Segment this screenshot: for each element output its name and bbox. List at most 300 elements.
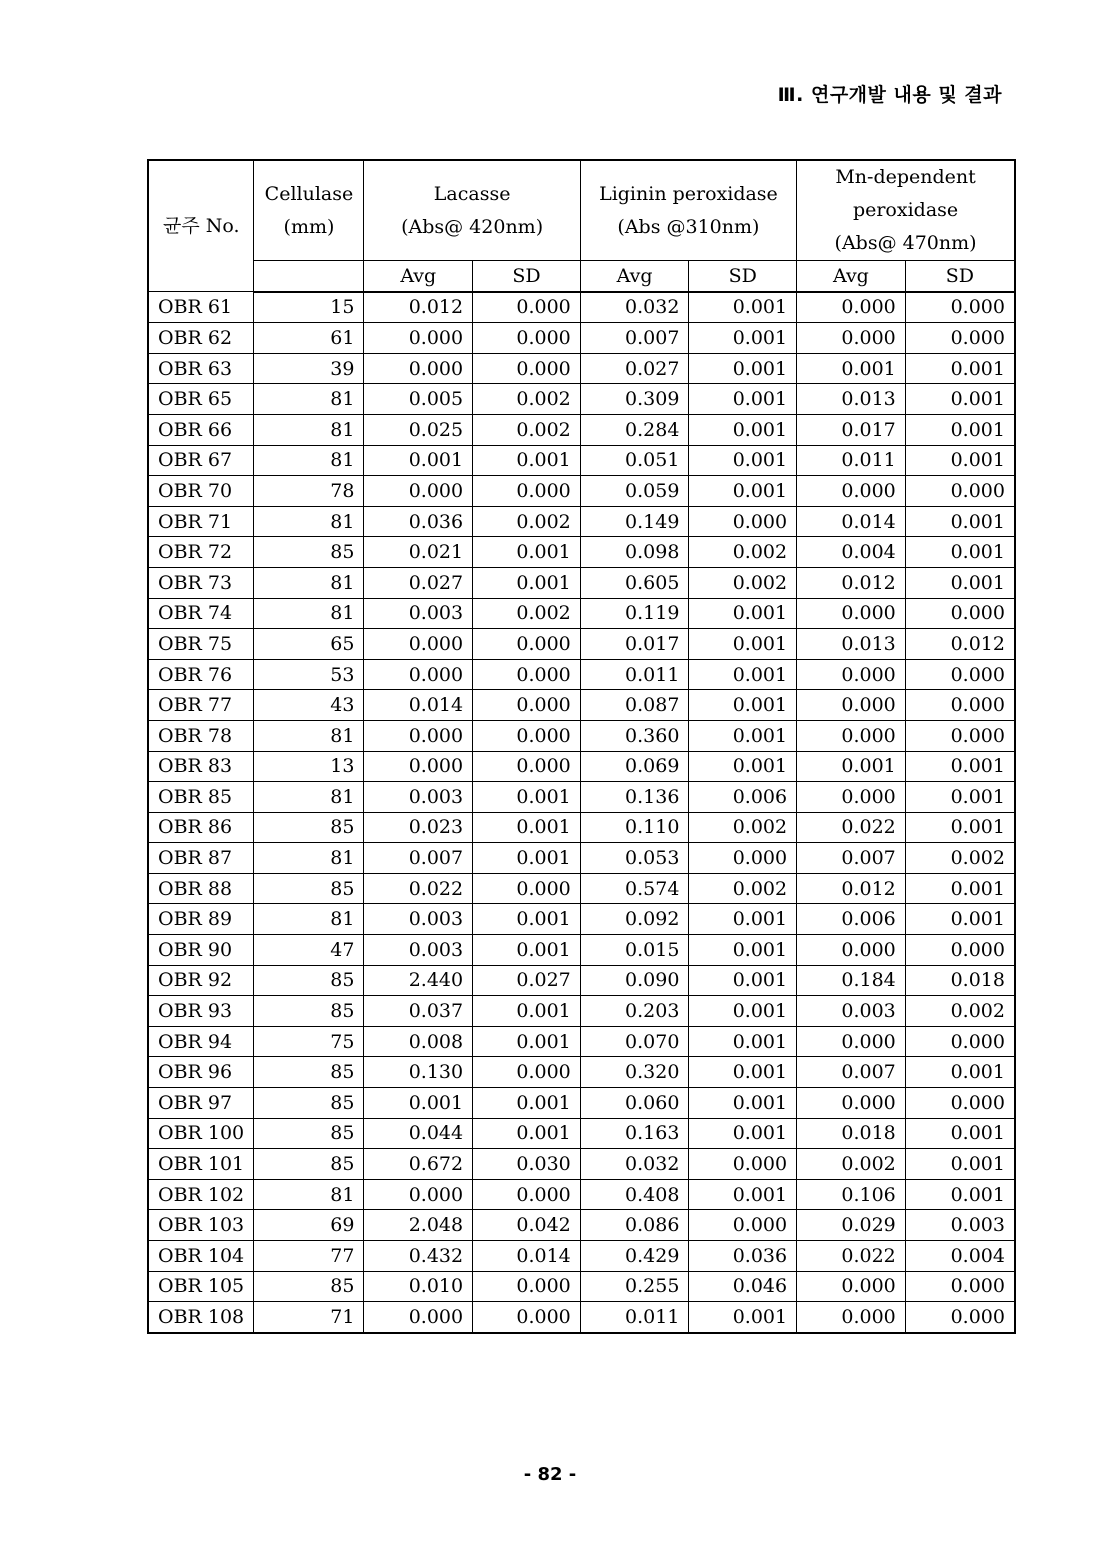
cell-strain: OBR 67 xyxy=(148,445,254,476)
cell-mnp-sd: 0.000 xyxy=(905,1302,1015,1333)
cell-lacasse-avg: 0.003 xyxy=(364,598,473,629)
cell-strain: OBR 92 xyxy=(148,965,254,996)
table-row xyxy=(148,506,1015,537)
cell-lacasse-avg: 0.003 xyxy=(364,782,473,813)
cell-lacasse-sd: 0.000 xyxy=(473,1057,581,1088)
cell-lip-sd: 0.002 xyxy=(689,567,797,598)
cell-lip-avg: 0.284 xyxy=(580,414,689,445)
cell-strain: OBR 75 xyxy=(148,629,254,660)
table-row xyxy=(148,751,1015,782)
cell-mnp-avg: 0.007 xyxy=(797,1057,906,1088)
cell-mnp-avg: 0.000 xyxy=(797,659,906,690)
cell-mnp-avg: 0.000 xyxy=(797,598,906,629)
table-row xyxy=(148,1088,1015,1119)
cell-lacasse-avg: 0.036 xyxy=(364,506,473,537)
cell-lip-sd: 0.001 xyxy=(689,629,797,660)
cell-mnp-sd: 0.001 xyxy=(905,1057,1015,1088)
cell-lacasse-sd: 0.002 xyxy=(473,384,581,415)
cell-mnp-avg: 0.012 xyxy=(797,567,906,598)
cell-lacasse-avg: 0.003 xyxy=(364,904,473,935)
table-row xyxy=(148,659,1015,690)
cell-mnp-sd: 0.000 xyxy=(905,1088,1015,1119)
cell-lacasse-sd: 0.000 xyxy=(473,353,581,384)
cell-lacasse-avg: 0.021 xyxy=(364,537,473,568)
cell-lacasse-sd: 0.000 xyxy=(473,1179,581,1210)
cell-lip-sd: 0.001 xyxy=(689,1057,797,1088)
cell-mnp-avg: 0.013 xyxy=(797,629,906,660)
cell-mnp-sd: 0.001 xyxy=(905,904,1015,935)
cell-cellulase: 81 xyxy=(254,782,364,813)
cell-cellulase: 85 xyxy=(254,1088,364,1119)
cell-lacasse-sd: 0.001 xyxy=(473,1118,581,1149)
cell-lacasse-avg: 0.005 xyxy=(364,384,473,415)
subheader-lacasse-avg: Avg xyxy=(364,261,473,292)
cell-mnp-sd: 0.000 xyxy=(905,292,1015,323)
cell-mnp-avg: 0.184 xyxy=(797,965,906,996)
cell-mnp-avg: 0.007 xyxy=(797,843,906,874)
cell-mnp-sd: 0.000 xyxy=(905,935,1015,966)
table-row xyxy=(148,935,1015,966)
cell-lacasse-avg: 0.000 xyxy=(364,1179,473,1210)
cell-cellulase: 78 xyxy=(254,476,364,507)
cell-lacasse-avg: 0.014 xyxy=(364,690,473,721)
cell-lip-avg: 0.203 xyxy=(580,996,689,1027)
cell-lip-avg: 0.110 xyxy=(580,812,689,843)
table-body xyxy=(148,292,1015,1333)
cell-lip-avg: 0.360 xyxy=(580,720,689,751)
cell-lacasse-sd: 0.000 xyxy=(473,629,581,660)
cell-lip-sd: 0.001 xyxy=(689,384,797,415)
cell-lip-sd: 0.000 xyxy=(689,506,797,537)
header-mn-peroxidase xyxy=(797,160,1015,261)
cell-mnp-avg: 0.001 xyxy=(797,751,906,782)
cell-lacasse-sd: 0.001 xyxy=(473,782,581,813)
enzyme-activity-table xyxy=(147,159,1016,1334)
header-cellulase-unit: (mm) xyxy=(283,215,335,238)
cell-lacasse-sd: 0.000 xyxy=(473,292,581,323)
cell-cellulase: 81 xyxy=(254,720,364,751)
cell-strain: OBR 85 xyxy=(148,782,254,813)
cell-strain: OBR 87 xyxy=(148,843,254,874)
cell-strain: OBR 62 xyxy=(148,323,254,354)
header-lip-line: Liginin peroxidase xyxy=(599,182,778,205)
table-row xyxy=(148,1241,1015,1272)
cell-mnp-sd: 0.001 xyxy=(905,782,1015,813)
cell-lacasse-sd: 0.002 xyxy=(473,598,581,629)
cell-strain: OBR 88 xyxy=(148,873,254,904)
subheader-mnp-avg: Avg xyxy=(797,261,906,292)
cell-lip-sd: 0.000 xyxy=(689,843,797,874)
table-row xyxy=(148,567,1015,598)
cell-lacasse-avg: 0.025 xyxy=(364,414,473,445)
cell-strain: OBR 63 xyxy=(148,353,254,384)
cell-mnp-avg: 0.000 xyxy=(797,1026,906,1057)
table-row xyxy=(148,904,1015,935)
cell-lip-sd: 0.001 xyxy=(689,659,797,690)
cell-mnp-avg: 0.022 xyxy=(797,812,906,843)
cell-lip-sd: 0.002 xyxy=(689,812,797,843)
cell-lacasse-avg: 0.012 xyxy=(364,292,473,323)
cell-strain: OBR 66 xyxy=(148,414,254,445)
table-row xyxy=(148,1302,1015,1333)
cell-mnp-sd: 0.000 xyxy=(905,1271,1015,1302)
header-cellulase-blank xyxy=(254,261,364,292)
cell-cellulase: 69 xyxy=(254,1210,364,1241)
cell-lip-avg: 0.017 xyxy=(580,629,689,660)
cell-strain: OBR 101 xyxy=(148,1149,254,1180)
cell-lip-sd: 0.001 xyxy=(689,996,797,1027)
table-row xyxy=(148,720,1015,751)
cell-strain: OBR 78 xyxy=(148,720,254,751)
cell-lacasse-sd: 0.001 xyxy=(473,843,581,874)
cell-lacasse-sd: 0.001 xyxy=(473,537,581,568)
cell-lip-avg: 0.051 xyxy=(580,445,689,476)
cell-lacasse-sd: 0.000 xyxy=(473,659,581,690)
cell-lip-avg: 0.320 xyxy=(580,1057,689,1088)
subheader-lip-avg: Avg xyxy=(580,261,689,292)
cell-lacasse-avg: 0.130 xyxy=(364,1057,473,1088)
cell-lacasse-sd: 0.000 xyxy=(473,1271,581,1302)
cell-lip-sd: 0.002 xyxy=(689,537,797,568)
table-row xyxy=(148,1118,1015,1149)
cell-lip-sd: 0.046 xyxy=(689,1271,797,1302)
cell-lip-avg: 0.032 xyxy=(580,292,689,323)
table-row xyxy=(148,996,1015,1027)
cell-strain: OBR 72 xyxy=(148,537,254,568)
table-row xyxy=(148,1057,1015,1088)
cell-lacasse-avg: 0.022 xyxy=(364,873,473,904)
cell-mnp-avg: 0.002 xyxy=(797,1149,906,1180)
cell-mnp-sd: 0.012 xyxy=(905,629,1015,660)
cell-cellulase: 13 xyxy=(254,751,364,782)
table-row xyxy=(148,965,1015,996)
cell-cellulase: 85 xyxy=(254,537,364,568)
header-cellulase-line: Cellulase xyxy=(264,182,354,205)
cell-lacasse-avg: 0.003 xyxy=(364,935,473,966)
cell-mnp-sd: 0.002 xyxy=(905,996,1015,1027)
cell-cellulase: 81 xyxy=(254,445,364,476)
cell-lip-sd: 0.001 xyxy=(689,476,797,507)
cell-lip-sd: 0.000 xyxy=(689,1149,797,1180)
cell-lip-sd: 0.001 xyxy=(689,904,797,935)
cell-lip-sd: 0.001 xyxy=(689,690,797,721)
cell-lip-avg: 0.070 xyxy=(580,1026,689,1057)
cell-lip-avg: 0.060 xyxy=(580,1088,689,1119)
table-row xyxy=(148,598,1015,629)
header-lacasse-unit: (Abs@ 420nm) xyxy=(401,215,544,238)
cell-strain: OBR 94 xyxy=(148,1026,254,1057)
cell-lip-avg: 0.007 xyxy=(580,323,689,354)
header-mnp-line-2: peroxidase xyxy=(852,199,959,221)
cell-lip-sd: 0.000 xyxy=(689,1210,797,1241)
cell-lip-avg: 0.255 xyxy=(580,1271,689,1302)
cell-lip-sd: 0.001 xyxy=(689,353,797,384)
cell-mnp-sd: 0.001 xyxy=(905,567,1015,598)
table-row xyxy=(148,629,1015,660)
cell-strain: OBR 90 xyxy=(148,935,254,966)
cell-mnp-sd: 0.001 xyxy=(905,1149,1015,1180)
cell-mnp-avg: 0.000 xyxy=(797,720,906,751)
table-row xyxy=(148,353,1015,384)
cell-lacasse-sd: 0.014 xyxy=(473,1241,581,1272)
cell-mnp-avg: 0.012 xyxy=(797,873,906,904)
subheader-mnp-sd: SD xyxy=(905,261,1015,292)
cell-strain: OBR 74 xyxy=(148,598,254,629)
cell-cellulase: 85 xyxy=(254,1149,364,1180)
table-row xyxy=(148,1271,1015,1302)
cell-lacasse-avg: 0.000 xyxy=(364,476,473,507)
cell-lip-avg: 0.605 xyxy=(580,567,689,598)
cell-mnp-sd: 0.001 xyxy=(905,384,1015,415)
cell-lacasse-sd: 0.001 xyxy=(473,904,581,935)
cell-mnp-avg: 0.003 xyxy=(797,996,906,1027)
cell-lacasse-sd: 0.000 xyxy=(473,720,581,751)
cell-strain: OBR 86 xyxy=(148,812,254,843)
cell-lacasse-avg: 0.037 xyxy=(364,996,473,1027)
cell-lacasse-avg: 0.000 xyxy=(364,629,473,660)
header-mnp-unit: (Abs@ 470nm) xyxy=(834,232,977,254)
cell-lip-sd: 0.001 xyxy=(689,1026,797,1057)
cell-mnp-sd: 0.001 xyxy=(905,353,1015,384)
cell-lip-avg: 0.574 xyxy=(580,873,689,904)
cell-strain: OBR 104 xyxy=(148,1241,254,1272)
cell-lip-sd: 0.001 xyxy=(689,965,797,996)
table-row xyxy=(148,843,1015,874)
cell-mnp-avg: 0.106 xyxy=(797,1179,906,1210)
cell-mnp-sd: 0.001 xyxy=(905,537,1015,568)
cell-lip-avg: 0.149 xyxy=(580,506,689,537)
cell-mnp-sd: 0.001 xyxy=(905,1179,1015,1210)
table-row xyxy=(148,323,1015,354)
cell-lip-sd: 0.001 xyxy=(689,1179,797,1210)
cell-mnp-sd: 0.000 xyxy=(905,720,1015,751)
cell-lacasse-sd: 0.001 xyxy=(473,445,581,476)
cell-cellulase: 81 xyxy=(254,904,364,935)
cell-cellulase: 71 xyxy=(254,1302,364,1333)
cell-cellulase: 81 xyxy=(254,843,364,874)
cell-lip-avg: 0.011 xyxy=(580,1302,689,1333)
header-cellulase xyxy=(254,160,364,261)
cell-cellulase: 81 xyxy=(254,506,364,537)
section-title: Ⅲ. 연구개발 내용 및 결과 xyxy=(777,84,1002,106)
cell-mnp-sd: 0.001 xyxy=(905,445,1015,476)
cell-lacasse-sd: 0.000 xyxy=(473,873,581,904)
cell-lip-sd: 0.001 xyxy=(689,935,797,966)
cell-lacasse-avg: 0.001 xyxy=(364,1088,473,1119)
table-row xyxy=(148,1026,1015,1057)
cell-lip-avg: 0.086 xyxy=(580,1210,689,1241)
cell-strain: OBR 83 xyxy=(148,751,254,782)
cell-mnp-avg: 0.018 xyxy=(797,1118,906,1149)
cell-mnp-avg: 0.000 xyxy=(797,935,906,966)
cell-lacasse-avg: 0.672 xyxy=(364,1149,473,1180)
cell-mnp-avg: 0.000 xyxy=(797,690,906,721)
cell-lacasse-sd: 0.042 xyxy=(473,1210,581,1241)
cell-mnp-avg: 0.000 xyxy=(797,1302,906,1333)
cell-lacasse-avg: 0.000 xyxy=(364,1302,473,1333)
cell-lip-sd: 0.001 xyxy=(689,323,797,354)
cell-cellulase: 81 xyxy=(254,414,364,445)
table-row xyxy=(148,812,1015,843)
table-row xyxy=(148,414,1015,445)
cell-lip-avg: 0.059 xyxy=(580,476,689,507)
cell-cellulase: 81 xyxy=(254,567,364,598)
cell-cellulase: 81 xyxy=(254,1179,364,1210)
cell-cellulase: 47 xyxy=(254,935,364,966)
subheader-lip-sd: SD xyxy=(689,261,797,292)
cell-mnp-sd: 0.001 xyxy=(905,414,1015,445)
cell-cellulase: 15 xyxy=(254,292,364,323)
cell-lip-avg: 0.309 xyxy=(580,384,689,415)
cell-strain: OBR 76 xyxy=(148,659,254,690)
table-row xyxy=(148,1210,1015,1241)
cell-lip-sd: 0.001 xyxy=(689,751,797,782)
header-liginin-peroxidase xyxy=(580,160,796,261)
cell-lacasse-avg: 0.007 xyxy=(364,843,473,874)
cell-mnp-avg: 0.000 xyxy=(797,782,906,813)
cell-lip-avg: 0.015 xyxy=(580,935,689,966)
cell-lacasse-sd: 0.000 xyxy=(473,1302,581,1333)
cell-strain: OBR 73 xyxy=(148,567,254,598)
cell-strain: OBR 102 xyxy=(148,1179,254,1210)
table-row xyxy=(148,873,1015,904)
cell-lacasse-sd: 0.000 xyxy=(473,476,581,507)
cell-lip-avg: 0.092 xyxy=(580,904,689,935)
cell-lacasse-sd: 0.001 xyxy=(473,1026,581,1057)
cell-strain: OBR 89 xyxy=(148,904,254,935)
table-row xyxy=(148,476,1015,507)
cell-cellulase: 81 xyxy=(254,598,364,629)
cell-strain: OBR 97 xyxy=(148,1088,254,1119)
cell-lip-avg: 0.136 xyxy=(580,782,689,813)
cell-lacasse-avg: 2.048 xyxy=(364,1210,473,1241)
table-row xyxy=(148,782,1015,813)
cell-lip-sd: 0.001 xyxy=(689,598,797,629)
cell-cellulase: 85 xyxy=(254,996,364,1027)
cell-cellulase: 85 xyxy=(254,1118,364,1149)
cell-mnp-avg: 0.022 xyxy=(797,1241,906,1272)
cell-mnp-sd: 0.001 xyxy=(905,1118,1015,1149)
cell-lip-sd: 0.006 xyxy=(689,782,797,813)
cell-mnp-avg: 0.014 xyxy=(797,506,906,537)
cell-lip-avg: 0.011 xyxy=(580,659,689,690)
cell-lacasse-avg: 0.000 xyxy=(364,353,473,384)
cell-lip-avg: 0.408 xyxy=(580,1179,689,1210)
table-row xyxy=(148,1149,1015,1180)
cell-cellulase: 85 xyxy=(254,1271,364,1302)
cell-mnp-avg: 0.000 xyxy=(797,1088,906,1119)
cell-mnp-avg: 0.017 xyxy=(797,414,906,445)
table-row xyxy=(148,537,1015,568)
cell-strain: OBR 65 xyxy=(148,384,254,415)
cell-mnp-sd: 0.000 xyxy=(905,323,1015,354)
cell-lip-sd: 0.001 xyxy=(689,414,797,445)
cell-mnp-sd: 0.003 xyxy=(905,1210,1015,1241)
cell-strain: OBR 100 xyxy=(148,1118,254,1149)
cell-cellulase: 43 xyxy=(254,690,364,721)
cell-lip-sd: 0.001 xyxy=(689,1088,797,1119)
cell-lacasse-avg: 2.440 xyxy=(364,965,473,996)
header-lip-unit: (Abs @310nm) xyxy=(617,215,760,238)
cell-mnp-avg: 0.000 xyxy=(797,476,906,507)
cell-mnp-sd: 0.001 xyxy=(905,751,1015,782)
cell-lip-avg: 0.090 xyxy=(580,965,689,996)
cell-lip-sd: 0.001 xyxy=(689,1302,797,1333)
cell-mnp-avg: 0.013 xyxy=(797,384,906,415)
cell-strain: OBR 103 xyxy=(148,1210,254,1241)
cell-cellulase: 85 xyxy=(254,873,364,904)
cell-cellulase: 65 xyxy=(254,629,364,660)
cell-lacasse-sd: 0.027 xyxy=(473,965,581,996)
header-lacasse xyxy=(364,160,580,261)
cell-lacasse-sd: 0.001 xyxy=(473,812,581,843)
cell-strain: OBR 61 xyxy=(148,292,254,323)
subheader-lacasse-sd: SD xyxy=(473,261,581,292)
header-strain-no: 균주 No. xyxy=(148,160,254,292)
cell-lip-sd: 0.001 xyxy=(689,292,797,323)
header-mnp-line-1: Mn-dependent xyxy=(835,166,976,188)
cell-mnp-avg: 0.001 xyxy=(797,353,906,384)
cell-lip-avg: 0.098 xyxy=(580,537,689,568)
cell-mnp-sd: 0.000 xyxy=(905,659,1015,690)
cell-strain: OBR 77 xyxy=(148,690,254,721)
cell-strain: OBR 71 xyxy=(148,506,254,537)
cell-lacasse-avg: 0.000 xyxy=(364,751,473,782)
cell-cellulase: 39 xyxy=(254,353,364,384)
cell-mnp-sd: 0.001 xyxy=(905,873,1015,904)
cell-lacasse-sd: 0.030 xyxy=(473,1149,581,1180)
table-row xyxy=(148,384,1015,415)
page-number: - 82 - xyxy=(523,1464,577,1485)
cell-strain: OBR 93 xyxy=(148,996,254,1027)
cell-mnp-avg: 0.004 xyxy=(797,537,906,568)
cell-mnp-avg: 0.029 xyxy=(797,1210,906,1241)
cell-mnp-sd: 0.004 xyxy=(905,1241,1015,1272)
cell-mnp-sd: 0.002 xyxy=(905,843,1015,874)
cell-mnp-sd: 0.001 xyxy=(905,812,1015,843)
cell-lip-sd: 0.036 xyxy=(689,1241,797,1272)
cell-mnp-sd: 0.001 xyxy=(905,506,1015,537)
cell-lacasse-sd: 0.000 xyxy=(473,751,581,782)
cell-strain: OBR 108 xyxy=(148,1302,254,1333)
cell-mnp-avg: 0.011 xyxy=(797,445,906,476)
cell-lacasse-avg: 0.027 xyxy=(364,567,473,598)
cell-mnp-sd: 0.018 xyxy=(905,965,1015,996)
cell-cellulase: 85 xyxy=(254,1057,364,1088)
cell-lacasse-avg: 0.000 xyxy=(364,720,473,751)
cell-lip-sd: 0.002 xyxy=(689,873,797,904)
cell-lacasse-avg: 0.044 xyxy=(364,1118,473,1149)
cell-lacasse-sd: 0.001 xyxy=(473,935,581,966)
cell-lacasse-avg: 0.000 xyxy=(364,323,473,354)
table-row xyxy=(148,690,1015,721)
cell-cellulase: 61 xyxy=(254,323,364,354)
cell-lip-sd: 0.001 xyxy=(689,1118,797,1149)
cell-lip-avg: 0.069 xyxy=(580,751,689,782)
cell-lip-avg: 0.053 xyxy=(580,843,689,874)
cell-lacasse-sd: 0.001 xyxy=(473,996,581,1027)
cell-lip-sd: 0.001 xyxy=(689,720,797,751)
cell-lip-sd: 0.001 xyxy=(689,445,797,476)
cell-lacasse-avg: 0.432 xyxy=(364,1241,473,1272)
cell-mnp-avg: 0.000 xyxy=(797,323,906,354)
cell-mnp-sd: 0.000 xyxy=(905,690,1015,721)
header-lacasse-line: Lacasse xyxy=(433,182,511,205)
cell-cellulase: 77 xyxy=(254,1241,364,1272)
cell-lip-avg: 0.027 xyxy=(580,353,689,384)
cell-mnp-avg: 0.000 xyxy=(797,292,906,323)
cell-cellulase: 75 xyxy=(254,1026,364,1057)
